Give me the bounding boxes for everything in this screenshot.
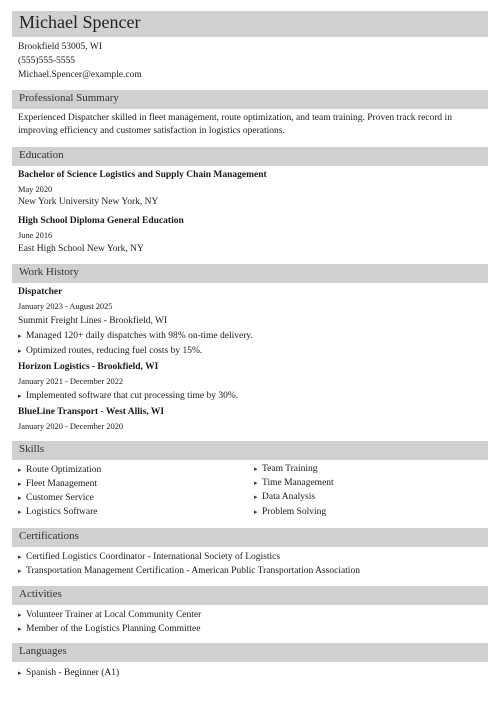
skill-item: Route Optimization	[26, 465, 102, 475]
skill-item: Fleet Management	[26, 479, 97, 489]
bullet-icon: ▸	[18, 494, 22, 502]
section-header-skills	[12, 441, 488, 460]
job-title: Dispatcher	[18, 287, 63, 297]
bullet-icon: ▸	[18, 480, 22, 488]
graduation-date: May 2020	[18, 185, 53, 194]
skill-item: Customer Service	[26, 493, 94, 503]
bullet-icon: ▸	[254, 479, 258, 487]
school: East High School New York, NY	[18, 244, 144, 254]
bullet-icon: ▸	[18, 392, 22, 400]
job-dates: January 2021 - December 2022	[18, 377, 124, 386]
activity-item: Volunteer Trainer at Local Community Center	[26, 610, 202, 620]
bullet-icon: ▸	[254, 465, 258, 473]
bullet-icon: ▸	[18, 466, 22, 474]
bullet-icon: ▸	[18, 553, 22, 561]
name-header	[12, 11, 488, 37]
certification-item: Transportation Management Certification - American Public Transportation Association	[26, 566, 360, 576]
section-title: Work History	[19, 266, 79, 278]
certification-item: Certified Logistics Coordinator - International Society of Logistics	[26, 552, 281, 562]
section-header-languages	[12, 643, 488, 662]
phone: (555)555-5555	[18, 56, 75, 66]
bullet-icon: ▸	[18, 347, 22, 355]
school: New York University New York, NY	[18, 197, 159, 207]
candidate-name: Michael Spencer	[19, 12, 141, 32]
activity-item: Member of the Logistics Planning Committee	[26, 624, 201, 634]
job-bullet: Managed 120+ daily dispatches with 98% on-time delivery.	[26, 331, 253, 341]
bullet-icon: ▸	[254, 493, 258, 501]
job-title: Horizon Logistics - Brookfield, WI	[18, 362, 159, 372]
section-title: Education	[19, 149, 64, 161]
email[interactable]: Michael.Spencer@example.com	[18, 70, 142, 80]
job-bullet: Optimized routes, reducing fuel costs by 15%.	[26, 346, 203, 356]
section-header-certifications	[12, 528, 488, 547]
graduation-date: June 2016	[18, 231, 53, 240]
skill-item: Data Analysis	[262, 492, 316, 502]
section-header-work	[12, 264, 488, 283]
section-title: Skills	[19, 443, 45, 455]
company: Summit Freight Lines - Brookfield, WI	[18, 316, 168, 326]
section-header-education	[12, 147, 488, 166]
section-header-activities	[12, 586, 488, 605]
job-title: BlueLine Transport - West Allis, WI	[18, 407, 165, 417]
section-title: Activities	[19, 588, 62, 600]
section-title: Professional Summary	[19, 92, 119, 104]
section-title: Languages	[19, 645, 67, 657]
degree: Bachelor of Science Logistics and Supply Chain Management	[18, 170, 267, 180]
degree: High School Diploma General Education	[18, 216, 184, 226]
bullet-icon: ▸	[18, 669, 22, 677]
bullet-icon: ▸	[18, 567, 22, 575]
job-bullet: Implemented software that cut processing time by 30%.	[26, 391, 239, 401]
job-dates: January 2020 - December 2020	[18, 422, 124, 431]
bullet-icon: ▸	[18, 625, 22, 633]
skill-item: Logistics Software	[26, 507, 98, 517]
language-item: Spanish - Beginner (A1)	[26, 668, 120, 678]
bullet-icon: ▸	[18, 611, 22, 619]
skill-item: Time Management	[262, 478, 334, 488]
summary-text: Experienced Dispatcher skilled in fleet management, route optimization, and team training. Proven track record in improving efficiency and customer satisfaction in logistics operations.	[18, 113, 452, 136]
bullet-icon: ▸	[18, 508, 22, 516]
bullet-icon: ▸	[254, 508, 258, 516]
section-title: Certifications	[19, 530, 79, 542]
job-dates: January 2023 - August 2025	[18, 302, 113, 311]
location: Brookfield 53005, WI	[18, 42, 102, 52]
skill-item: Team Training	[262, 464, 318, 474]
skill-item: Problem Solving	[262, 507, 327, 517]
bullet-icon: ▸	[18, 332, 22, 340]
section-header-summary	[12, 90, 488, 109]
